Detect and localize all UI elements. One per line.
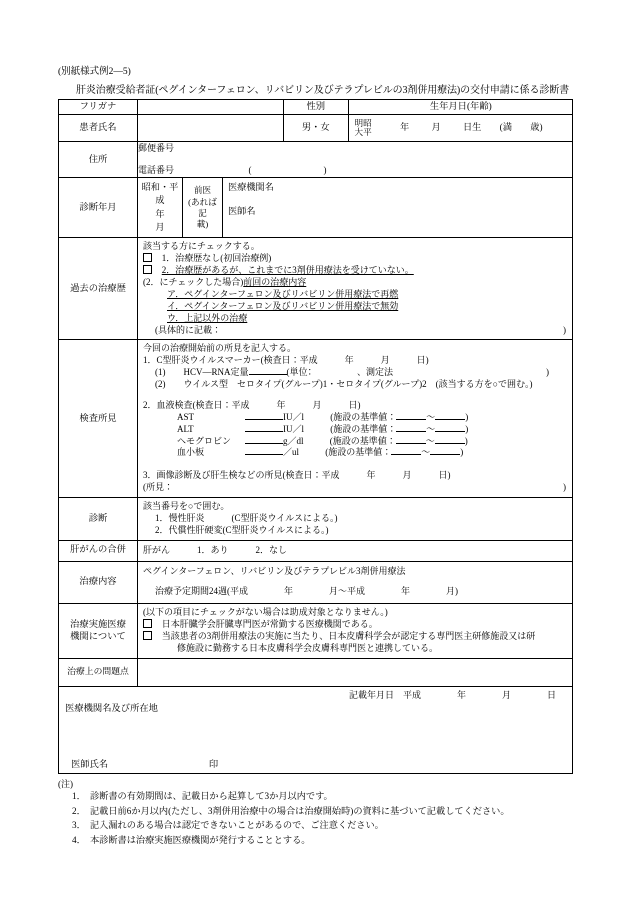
era-taisho[interactable]: 大 (354, 127, 364, 138)
facility-label (59, 604, 138, 659)
blood-test-unit: ／ul (283, 447, 300, 458)
table-row-treatment-history (59, 238, 573, 340)
exam-blood-heading: 2．血液検査(検査日：平成 年 月 日) (143, 399, 361, 410)
diagnosis-era[interactable]: 昭和・平成 (141, 182, 179, 206)
form-title: 肝炎治療受給者証(ペグインターフェロン、リバビリン及びテラプレビルの3剤併用療法)の交付申請に係る診断書 (76, 85, 570, 96)
note-number: 4． (72, 835, 86, 846)
blood-test-name: ALT (177, 423, 194, 434)
facility-check-2-continued: 修施設に勤務する日本皮膚科学会皮膚科専門医と連携している。 (177, 642, 439, 653)
checkbox-icon[interactable] (143, 265, 152, 274)
notes-section (58, 780, 588, 851)
history-option-2[interactable] (143, 265, 568, 277)
alt-ref-low-input[interactable] (396, 431, 426, 432)
blood-test-unit: IU／l (283, 411, 304, 422)
checkbox-icon[interactable] (143, 631, 152, 640)
table-row-liver-cancer (59, 540, 573, 561)
history-sub-a-label: ア．ペグインターフェロン及びリバビリン併用療法で再燃 (167, 288, 399, 299)
treatment-history-label: 過去の治療歴 (59, 238, 138, 340)
blood-ref-label: (施設の基準値： (330, 411, 397, 422)
note-number: 2． (72, 805, 86, 816)
alt-value-input[interactable] (245, 431, 283, 432)
ast-ref-low-input[interactable] (396, 419, 426, 420)
gender-birth-header (284, 100, 573, 115)
note-text: 診断書の有効期間は、記載日から起算して3か月以内です。 (90, 791, 333, 801)
treatment-history-content (138, 238, 573, 340)
liver-cancer-options[interactable]: 肝がん 1．あり 2．なし (138, 540, 573, 561)
blood-ref-tilde: ～ (426, 411, 436, 422)
table-row-problems (59, 658, 573, 686)
previous-doctor-name-label: 医師名 (228, 206, 256, 217)
history-option-1-label: 1．治療歴なし(初回治療例) (161, 253, 272, 264)
table-row-furigana (59, 100, 573, 115)
note-text: 記載日前6か月以内(ただし、3剤併用治療中の場合は治療開始時)の資料に基づいて記載してください。 (90, 805, 510, 816)
phone-label: 電話番号 (138, 165, 175, 176)
exam-marker-virus-type[interactable] (143, 379, 568, 391)
blood-ref-tilde: ～ (426, 423, 436, 434)
alt-ref-high-input[interactable] (435, 431, 465, 432)
era-showa[interactable]: 昭 (363, 118, 372, 129)
exam-instruction: 今回の治療開始前の所見を記入する。 (143, 343, 297, 354)
blood-row-ast[interactable] (143, 412, 568, 424)
history-sub-i[interactable] (143, 301, 568, 313)
blood-ref-close: ) (460, 447, 464, 458)
gender-label: 性別 (284, 100, 348, 114)
blood-test-name: AST (177, 411, 195, 422)
birth-month-label: 月 (431, 122, 441, 133)
facility-check-1[interactable] (143, 619, 568, 631)
notes-heading: (注) (58, 779, 73, 789)
table-row-diagnosis-date (59, 178, 573, 238)
birth-day-label: 日生 (463, 122, 482, 133)
blood-ref-label: (施設の基準値： (325, 447, 392, 458)
diagnosis-date-label: 診断年月 (59, 178, 138, 238)
issuer-block (59, 686, 573, 773)
issuer-doctor-label: 医師氏名 (71, 759, 109, 770)
diagnosis-era-field[interactable] (138, 178, 193, 238)
note-item (58, 792, 588, 801)
blood-ref-tilde: ～ (425, 435, 435, 446)
history-detail-close: ) (563, 324, 567, 335)
address-field[interactable] (138, 142, 573, 178)
birthdate-label: 生年月日(年齢) (429, 102, 492, 112)
blood-test-name: 血小板 (177, 447, 205, 458)
hemoglobin-ref-high-input[interactable] (435, 443, 465, 444)
table-row-patient-name (59, 115, 573, 142)
liver-cancer-label: 肝がんの合併 (59, 540, 138, 561)
blood-ref-tilde: ～ (421, 447, 431, 458)
note-text: 記入漏れのある場合は認定できないことがあるので、ご注意ください。 (90, 820, 384, 831)
exam-findings-input-label: (所見： (143, 482, 173, 493)
history-previous-content-row (143, 277, 568, 289)
patient-name-label: 患者氏名 (59, 115, 138, 142)
hemoglobin-ref-low-input[interactable] (396, 443, 426, 444)
exam-marker-hcv-rna-label: (1) HCV―RNA定量 (155, 367, 249, 378)
address-label: 住所 (59, 142, 138, 178)
birth-year-label: 年 (400, 122, 410, 133)
birthdate-field[interactable] (348, 115, 573, 141)
facility-content (138, 604, 573, 659)
era-heisei[interactable]: 平 (363, 127, 372, 138)
table-row-diagnosis (59, 498, 573, 541)
platelet-value-input[interactable] (245, 454, 283, 455)
exam-marker-hcv-rna-unit: (単位： 、測定法 ) (286, 367, 549, 378)
exam-findings-close: ) (563, 482, 567, 493)
exam-findings-content (138, 340, 573, 498)
history-option-2-label: 2．治療歴があるが、これまでに3剤併用療法を受けていない。 (161, 265, 414, 276)
note-number: 1． (72, 791, 86, 801)
furigana-label: フリガナ (59, 100, 138, 115)
history-previous-content-label: 前回の治療内容 (243, 277, 307, 288)
blood-row-alt[interactable] (143, 424, 568, 436)
history-sub-a[interactable] (143, 289, 568, 301)
postal-code-label: 郵便番号 (138, 143, 175, 154)
checkbox-icon[interactable] (143, 253, 152, 262)
era-meiji[interactable]: 明 (354, 118, 364, 129)
facility-check-1-label: 日本肝臓学会肝臓専門医が常勤する医療機関である。 (161, 619, 378, 630)
gender-value[interactable]: 男・女 (284, 115, 348, 141)
diagnosis-option-2[interactable]: 2．代償性肝硬変(C型肝炎ウイルスによる。) (155, 524, 329, 535)
diagnosis-year-month[interactable]: 年 月 (155, 208, 193, 233)
blood-test-name: ヘモグロビン (177, 435, 232, 446)
note-item (58, 821, 588, 830)
problems-label: 治療上の問題点 (59, 658, 138, 686)
previous-doctor-label-line2: (あれば記 (188, 196, 217, 218)
birth-age-label: (満 歳) (499, 122, 543, 133)
blood-test-unit: g／dl (283, 435, 304, 446)
gender-birth-values (284, 115, 573, 142)
table-row-exam-findings (59, 340, 573, 498)
history-previous-content-prefix: (2．にチェックした場合) (143, 277, 244, 288)
note-number: 3． (72, 820, 86, 831)
treatment-content (138, 561, 573, 604)
platelet-ref-high-input[interactable] (430, 454, 460, 455)
previous-doctor-label (183, 178, 223, 238)
form-number: (別紙様式例2―5) (58, 67, 131, 77)
hemoglobin-value-input[interactable] (245, 443, 283, 444)
table-row-issuer (59, 686, 573, 773)
issuer-institution-label: 医療機関名及び所在地 (65, 703, 158, 714)
diagnosis-content (138, 498, 573, 541)
previous-institution-label: 医療機関名 (228, 182, 274, 193)
checkbox-icon[interactable] (143, 619, 152, 628)
furigana-value-field[interactable] (138, 100, 284, 115)
table-row-treatment-content (59, 561, 573, 604)
platelet-ref-low-input[interactable] (391, 454, 421, 455)
phone-parentheses[interactable]: ( ) (248, 165, 327, 176)
note-item (58, 836, 588, 845)
facility-label-line2: 機関について (70, 632, 126, 643)
blood-row-hemoglobin[interactable] (143, 436, 568, 448)
treatment-content-label: 治療内容 (59, 561, 138, 604)
table-row-address (59, 142, 573, 178)
previous-institution-cell (223, 178, 573, 238)
table-row-facility (59, 604, 573, 659)
history-detail-row[interactable] (143, 325, 568, 337)
exam-marker-hcv-rna[interactable] (143, 367, 568, 379)
blood-row-platelet[interactable] (143, 447, 568, 459)
note-item (58, 807, 588, 816)
hcv-rna-value-input[interactable] (249, 374, 287, 375)
diagnosis-instruction: 該当番号を○で囲む。 (143, 501, 230, 512)
diagnosis-label: 診断 (59, 498, 138, 541)
issuer-doctor-row (59, 759, 572, 773)
certificate-table (58, 99, 573, 774)
blood-ref-close: ) (464, 435, 468, 446)
previous-doctor-label-line1: 前医 (193, 185, 212, 196)
blood-ref-close: ) (465, 411, 469, 422)
history-option-1[interactable] (143, 253, 568, 265)
previous-doctor-label-line3: 載) (196, 218, 209, 229)
treatment-regimen: ペグインターフェロン、リバビリン及びテラプレビル3剤併用療法 (143, 565, 406, 576)
blood-ref-close: ) (465, 423, 469, 434)
era-selector[interactable] (355, 119, 372, 137)
ast-ref-high-input[interactable] (435, 419, 465, 420)
exam-marker-virus-type-label: (2) ウイルス型 セロタイプ(グループ)1・セロタイプ(グループ)2 (該当する方を○で囲む。) (155, 379, 533, 390)
problems-field[interactable] (138, 658, 573, 686)
exam-imaging-heading: 3．画像診断及び肝生検などの所見(検査日：平成 年 月 日) (143, 470, 451, 481)
phone-row (138, 155, 572, 177)
issuer-date[interactable]: 記載年月日 平成 年 月 日 (349, 689, 557, 700)
seal-icon: 印 (208, 759, 219, 770)
facility-check-2-label-line1: 当該患者の3剤併用療法の実施に当たり、日本皮膚科学会が認定する専門医主研修施設又は研 (161, 631, 536, 642)
facility-label-line1: 治療実施医療 (70, 619, 126, 630)
history-detail-label: (具体的に記載： (155, 324, 221, 335)
history-sub-u[interactable] (143, 313, 568, 325)
treatment-period[interactable]: 治療予定期間24週(平成 年 月～平成 年 月) (155, 586, 458, 597)
exam-findings-label: 検査所見 (59, 340, 138, 498)
diagnosis-option-1[interactable]: 1．慢性肝炎 (C型肝炎ウイルスによる。) (155, 512, 338, 523)
facility-notice: (以下の項目にチェックがない場合は助成対象となりません。) (143, 607, 388, 618)
history-instruction: 該当する方にチェックする。 (143, 241, 260, 252)
history-sub-u-label: ウ．上記以外の治療 (167, 312, 248, 323)
note-text: 本診断書は治療実施医療機関が発行することとする。 (90, 835, 311, 846)
facility-check-2[interactable] (143, 631, 568, 643)
patient-name-field[interactable] (138, 115, 284, 142)
blood-test-unit: IU／l (283, 423, 304, 434)
exam-marker-heading: 1．C型肝炎ウイルスマーカー(検査日：平成 年 月 日) (143, 355, 429, 366)
exam-findings-row[interactable] (143, 482, 568, 494)
blood-ref-label: (施設の基準値： (329, 435, 396, 446)
history-sub-i-label: イ．ペグインターフェロン及びリバビリン併用療法で無効 (167, 300, 399, 311)
blood-ref-label: (施設の基準値： (330, 423, 397, 434)
ast-value-input[interactable] (245, 419, 283, 420)
